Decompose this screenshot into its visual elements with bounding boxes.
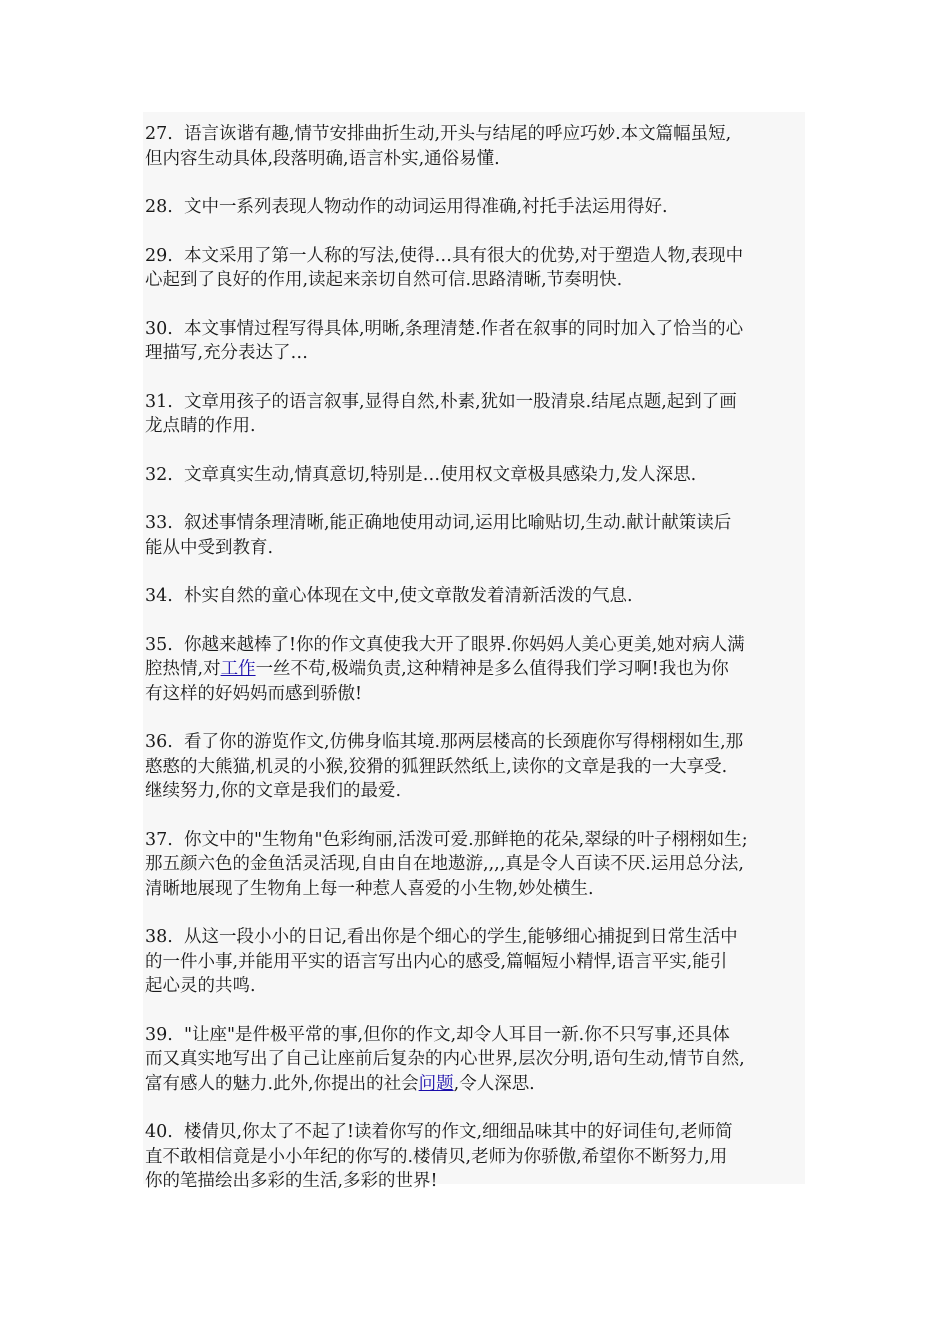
comment-text: ,令人深思. xyxy=(453,1073,535,1094)
comment-item-37 xyxy=(145,828,805,902)
comment-text: 29. 本文采用了第一人称的写法,使得…具有很大的优势,对于塑造人物,表现中 心起到了良好的作用,读起来亲切自然可信.思路清晰,节奏明快. xyxy=(145,245,744,290)
comment-item-35 xyxy=(145,633,805,707)
comment-text: 32. 文章真实生动,情真意切,特别是…使用权文章极具感染力,发人深思. xyxy=(145,464,697,485)
comment-text: 34. 朴实自然的童心体现在文中,使文章散发着清新活泼的气息. xyxy=(145,586,633,606)
comment-item-38 xyxy=(145,925,805,999)
comment-text: 一丝不苟,极端负责,这种精神是多么值得我们学习啊!我也为你 有这样的好妈妈而感到骄傲! xyxy=(145,659,729,704)
comment-text: 31. 文章用孩子的语言叙事,显得自然,朴素,犹如一股清泉.结尾点题,起到了画 龙点睛的作用. xyxy=(145,391,737,436)
comment-item-27 xyxy=(145,122,805,171)
comment-item-30 xyxy=(145,317,805,366)
comment-text: 40. 楼倩贝,你太了不起了!读着你写的作文,细细品味其中的好词佳句,老师简 直不敢相信竟是小小年纪的你写的.楼倩贝,老师为你骄傲,希望你不断努力,用 你的笔描绘出多彩的生活,多彩的世界! xyxy=(145,1122,733,1191)
comment-item-33 xyxy=(145,511,805,560)
comment-text: 27. 语言诙谐有趣,情节安排曲折生动,开头与结尾的呼应巧妙.本文篇幅虽短, 但内容生动具体,段落明确,语言朴实,通俗易懂. xyxy=(145,124,732,169)
inline-link[interactable]: 问题 xyxy=(418,1073,454,1094)
comment-text: 30. 本文事情过程写得具体,明晰,条理清楚.作者在叙事的同时加入了恰当的心 理描写,充分表达了… xyxy=(145,318,744,363)
comment-item-34 xyxy=(145,584,805,609)
comment-item-28 xyxy=(145,195,805,220)
comment-text: 33. 叙述事情条理清晰,能正确地使用动词,运用比喻贴切,生动.献计献策读后 能从中受到教育. xyxy=(145,513,732,558)
comment-text: 37. 你文中的"生物角"色彩绚丽,活泼可爱.那鲜艳的花朵,翠绿的叶子栩栩如生; 那五颜六色的金鱼活灵活现,自由自在地遨游,,,,真是令人百读不厌.运用总分法, 清晰地展现了生物角上每一种惹人喜爱的小生物,妙处横生. xyxy=(145,829,748,899)
comment-text: 28. 文中一系列表现人物动作的动词运用得准确,衬托手法运用得好. xyxy=(145,197,668,217)
comment-item-29 xyxy=(145,244,805,293)
comment-item-31 xyxy=(145,390,805,439)
comment-text: 38. 从这一段小小的日记,看出你是个细心的学生,能够细心捕捉到日常生活中 的一件小事,并能用平实的语言写出内心的感受,篇幅短小精悍,语言平实,能引 起心灵的共鸣. xyxy=(145,927,738,996)
comment-text: 39. "让座"是件极平常的事,但你的作文,却令人耳目一新.你不只写事,还具体 而又真实地写出了自己让座前后复杂的内心世界,层次分明,语句生动,情节自然, 富有感人的魅力.此外,你提出的社会 xyxy=(145,1024,745,1094)
inline-link[interactable]: 工作 xyxy=(220,659,256,679)
comment-item-40 xyxy=(145,1120,805,1194)
comment-item-36 xyxy=(145,730,805,804)
comment-text: 35. 你越来越棒了!你的作文真使我大开了眼界.你妈妈人美心更美,她对病人满 腔热情,对 xyxy=(145,634,745,679)
comment-item-32 xyxy=(145,463,805,488)
comment-text: 36. 看了你的游览作文,仿佛身临其境.那两层楼高的长颈鹿你写得栩栩如生,那 憨憨的大熊猫,机灵的小猴,狡猾的狐狸跃然纸上,读你的文章是我的一大享受. 继续努力,你的文章是我们的最爱. xyxy=(145,732,744,801)
comment-item-39 xyxy=(145,1023,805,1097)
comments-list xyxy=(143,112,805,1191)
